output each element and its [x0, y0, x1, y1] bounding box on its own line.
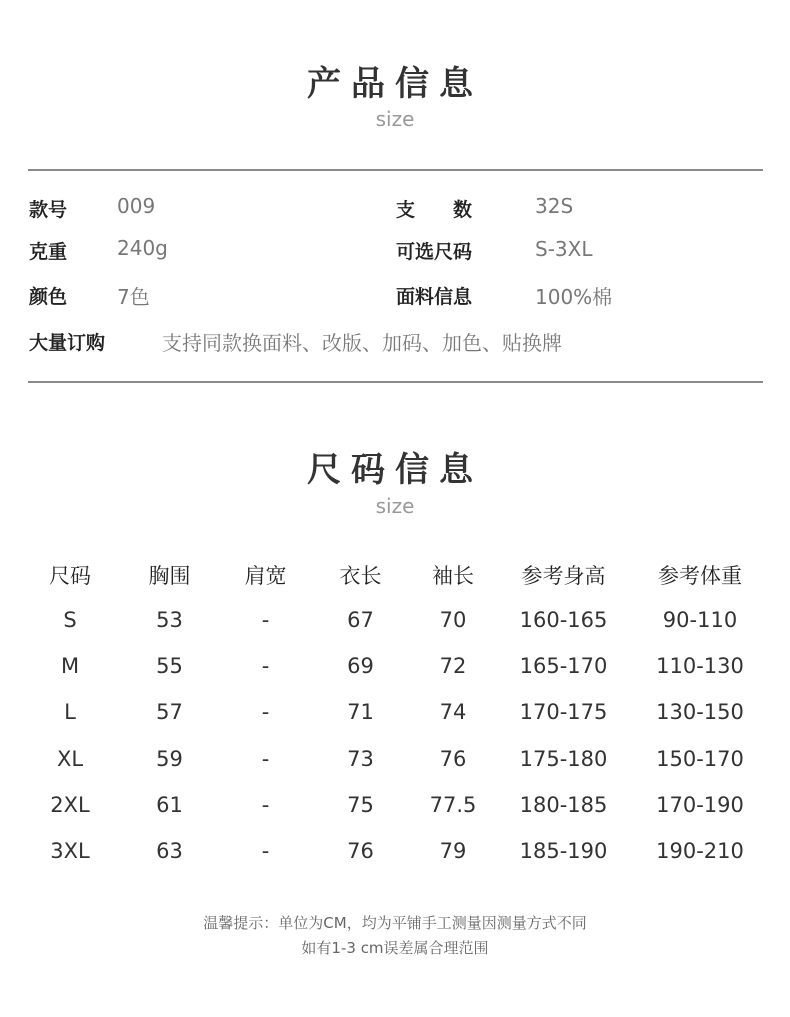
- table-cell: XL: [56, 746, 84, 771]
- product-info-subtitle: size: [375, 107, 415, 131]
- table-cell: 72: [439, 654, 467, 679]
- weight-value: 240g: [117, 236, 168, 260]
- table-cell: 53: [156, 608, 183, 633]
- sizes-label: 可选尺码: [396, 241, 473, 263]
- yarn-count-label: 支 数: [396, 199, 473, 221]
- table-cell: 71: [347, 700, 374, 725]
- table-cell: 74: [439, 700, 467, 725]
- table-cell: L: [64, 700, 76, 725]
- table-row: [20, 828, 770, 874]
- header-chest: 胸围: [148, 564, 191, 588]
- colors-value: 7色: [117, 285, 150, 309]
- table-cell: 90-110: [662, 608, 738, 633]
- table-cell: -: [261, 700, 270, 725]
- table-cell: 63: [156, 839, 183, 864]
- table-cell: 69: [347, 654, 374, 679]
- table-cell: 67: [347, 608, 374, 633]
- table-row: [20, 643, 770, 689]
- style-no-label: 款号: [29, 199, 68, 221]
- table-cell: 75: [347, 792, 374, 817]
- table-cell: 70: [439, 608, 467, 633]
- table-cell: 2XL: [50, 792, 90, 817]
- header-height: 参考身高: [521, 564, 606, 588]
- table-cell: 76: [347, 839, 374, 864]
- table-cell: 180-185: [519, 792, 608, 817]
- bulk-order-value: 支持同款换面料、改版、加码、加色、贴换牌: [162, 331, 562, 355]
- header-size: 尺码: [49, 564, 91, 588]
- table-cell: -: [261, 839, 270, 864]
- table-cell: 59: [156, 746, 183, 771]
- table-header-row: [20, 553, 770, 597]
- table-cell: -: [261, 792, 270, 817]
- yarn-count-value: 32S: [535, 194, 574, 218]
- table-cell: 73: [347, 746, 374, 771]
- table-cell: M: [60, 654, 80, 679]
- top-divider: [28, 169, 763, 171]
- table-cell: 185-190: [519, 839, 608, 864]
- header-length: 衣长: [339, 564, 382, 588]
- table-cell: 55: [156, 654, 183, 679]
- table-cell: 175-180: [519, 746, 608, 771]
- table-row: [20, 782, 770, 828]
- table-cell: 130-150: [656, 700, 744, 725]
- table-row: [20, 736, 770, 782]
- product-info-title: 产品信息: [307, 64, 483, 104]
- measurement-note-line1: 温馨提示：单位为CM，均为平铺手工测量因测量方式不同: [203, 914, 587, 932]
- table-cell: -: [261, 746, 270, 771]
- table-cell: 170-175: [519, 700, 608, 725]
- header-sleeve: 袖长: [432, 564, 474, 588]
- size-info-title: 尺码信息: [307, 450, 483, 490]
- table-cell: 150-170: [656, 746, 744, 771]
- table-cell: 110-130: [656, 654, 744, 679]
- size-table: [20, 553, 770, 874]
- table-cell: 170-190: [656, 792, 744, 817]
- bulk-order-label: 大量订购: [29, 332, 106, 354]
- header-shoulder: 肩宽: [244, 564, 287, 588]
- table-cell: -: [261, 654, 270, 679]
- table-cell: -: [261, 608, 270, 633]
- measurement-note-line2: 如有1-3 cm误差属合理范围: [301, 939, 489, 957]
- table-cell: 3XL: [50, 839, 90, 864]
- table-cell: 61: [156, 792, 183, 817]
- table-cell: 79: [439, 839, 467, 864]
- style-no-value: 009: [117, 194, 156, 218]
- sizes-value: S-3XL: [535, 237, 593, 261]
- weight-label: 克重: [29, 241, 68, 263]
- fabric-value: 100%棉: [535, 285, 613, 309]
- size-info-subtitle: size: [375, 494, 415, 518]
- table-cell: 77.5: [429, 792, 477, 817]
- table-row: [20, 689, 770, 735]
- bottom-divider: [28, 381, 763, 383]
- table-cell: 165-170: [519, 654, 608, 679]
- table-cell: 190-210: [656, 839, 744, 864]
- header-weight: 参考体重: [658, 564, 742, 588]
- table-row: [20, 597, 770, 643]
- fabric-label: 面料信息: [396, 286, 473, 308]
- table-cell: S: [63, 608, 77, 633]
- table-cell: 160-165: [519, 608, 608, 633]
- table-cell: 57: [156, 700, 183, 725]
- colors-label: 颜色: [29, 286, 68, 308]
- table-cell: 76: [439, 746, 467, 771]
